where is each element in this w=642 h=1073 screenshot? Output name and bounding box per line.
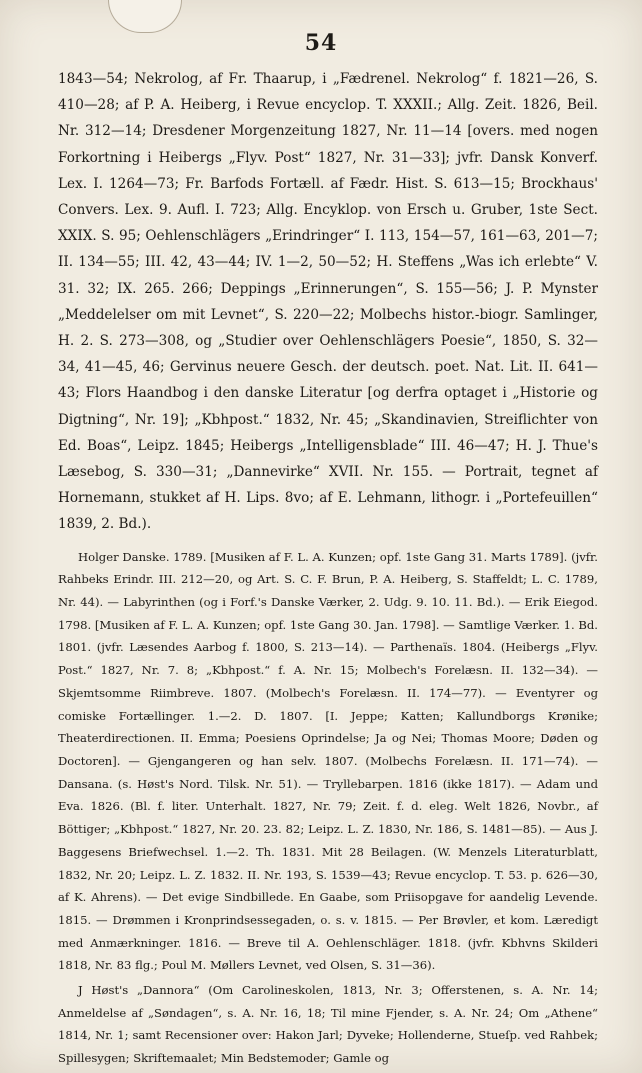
page-content	[58, 66, 598, 1066]
hosts-dannora-paragraph: J Høst's „Dannora“ (Om Carolineskolen, 1813, Nr. 3; Offerstenen, s. A. Nr. 14; Anmeldelse af „Søndagen“, s. A. Nr. 16, 18; Til mine Fjender, s. A. Nr. 24; Om „Athene“ 1814, Nr. 1; samt Recensioner over: Hakon Jarl; Dyveke; Hollenderne, Stueſp. ved Rahbek; Spillesygen; Skriftemaalet; Min Bedstemoder; Gamle og	[58, 983, 598, 1066]
bibliography-paragraph: 1843—54; Nekrolog, af Fr. Thaarup, i „Fædrenel. Nekrolog“ f. 1821—26, S. 410—28; af P. A. Heiberg, i Revue encyclop. T. XXXII.; Allg. Zeit. 1826, Beil. Nr. 312—14; Dresdener Morgenzeitung 1827, Nr. 11—14 [overs. med nogen Forkortning i Heibergs „Flyv. Post“ 1827, Nr. 31—33]; jvfr. Dansk Konverf. Lex. I. 1264—73; Fr. Barfods Fortæll. af Fædr. Hist. S. 613—15; Brockhaus' Convers. Lex. 9. Aufl. I. 723; Allg. Encyklop. von Ersch u. Gruber, 1ste Sect. XXIX. S. 95; Oehlenschlägers „Erindringer“ I. 113, 154—57, 161—63, 201—7; II. 134—55; III. 42, 43—44; IV. 1—2, 50—52; H. Steffens „Was ich erlebte“ V. 31. 32; IX. 265. 266; Deppings „Erinnerungen“, S. 155—56; J. P. Mynster „Meddelelser om mit Levnet“, S. 220—22; Molbechs histor.-biogr. Samlinger, H. 2. S. 273—308, og „Studier over Oehlenschlägers Poesie“, 1850, S. 32—34, 41—45, 46; Gervinus neuere Gesch. der deutsch. poet. Nat. Lit. II. 641—43; Flors Haandbog i den danske Literatur [og derfra optaget i „Historie og Digtning“, Nr. 19]; „Kbhpost.“ 1832, Nr. 45; „Skandinavien, Streiflichter von Ed. Boas“, Leipz. 1845; Heibergs „Intelligensblade“ III. 46—47; H. J. Thue's Læsebog, S. 330—31; „Dannevirke“ XVII. Nr. 155. — Portrait, tegnet af Hornemann, stukket af H. Lips. 8vo; af E. Lehmann, lithogr. i „Portefeuillen“ 1839, 2. Bd.).	[58, 71, 598, 533]
page-corner-mark	[108, 0, 182, 33]
page-number: 54	[304, 30, 338, 56]
bibliography-small-block	[58, 546, 598, 1070]
bibliography-large-block	[58, 66, 598, 538]
works-list-paragraph: Holger Danske. 1789. [Musiken af F. L. A. Kunzen; opf. 1ste Gang 31. Marts 1789]. (jvfr. Rahbeks Erindr. III. 212—20, og Art. S. C. F. Brun, P. A. Heiberg, S. Staffeldt; L. C. 1789, Nr. 44). — Labyrinthen (og i Forf.'s Danske Værker, 2. Udg. 9. 10. 11. Bd.). — Erik Eiegod. 1798. [Musiken af F. L. A. Kunzen; opf. 1ste Gang 30. Jan. 1798]. — Samtlige Værker. 1. Bd. 1801. (jvfr. Læsendes Aarbog f. 1800, S. 213—14). — Parthenaïs. 1804. (Heibergs „Flyv. Post.“ 1827, Nr. 7. 8; „Kbhpost.“ f. A. Nr. 15; Molbech's Forelæsn. II. 132—34). — Skjemtsomme Riimbreve. 1807. (Molbech's Forelæsn. II. 174—77). — Eventyrer og comiske Fortællinger. 1.—2. D. 1807. [I. Jeppe; Katten; Kallundborgs Krønike; Theaterdirectionen. II. Emma; Poesiens Oprindelse; Ja og Nei; Thomas Moore; Døden og Doctoren]. — Gjengangeren og han selv. 1807. (Molbechs Forelæsn. II. 171—74). — Dansana. (s. Høst's Nord. Tilsk. Nr. 51). — Tryllebarpen. 1816 (ikke 1817). — Adam und Eva. 1826. (Bl. f. liter. Unterhalt. 1827, Nr. 79; Zeit. f. d. eleg. Welt 1826, Novbr., af Böttiger; „Kbhpost.“ 1827, Nr. 20. 23. 82; Leipz. L. Z. 1830, Nr. 186, S. 1481—85). — Aus J. Baggesens Briefwechsel. 1.—2. Th. 1831. Mit 28 Beilagen. (W. Menzels Literaturblatt, 1832, Nr. 20; Leipz. L. Z. 1832. II. Nr. 193, S. 1539—43; Revue encyclop. T. 53. p. 626—30, af K. Ahrens). — Det evige Sindbillede. En Gaabe, som Priisopgave for aandelig Levende. 1815. — Drømmen i Kronprindsessegaden, o. s. v. 1815. — Per Brøvler, et kom. Læredigt med Anmærkninger. 1816. — Breve til A. Oehlenschläger. 1818. (jvfr. Kbhvns Skilderi 1818, Nr. 83 flg.; Poul M. Møllers Levnet, ved Olsen, S. 31—36).	[58, 549, 598, 973]
